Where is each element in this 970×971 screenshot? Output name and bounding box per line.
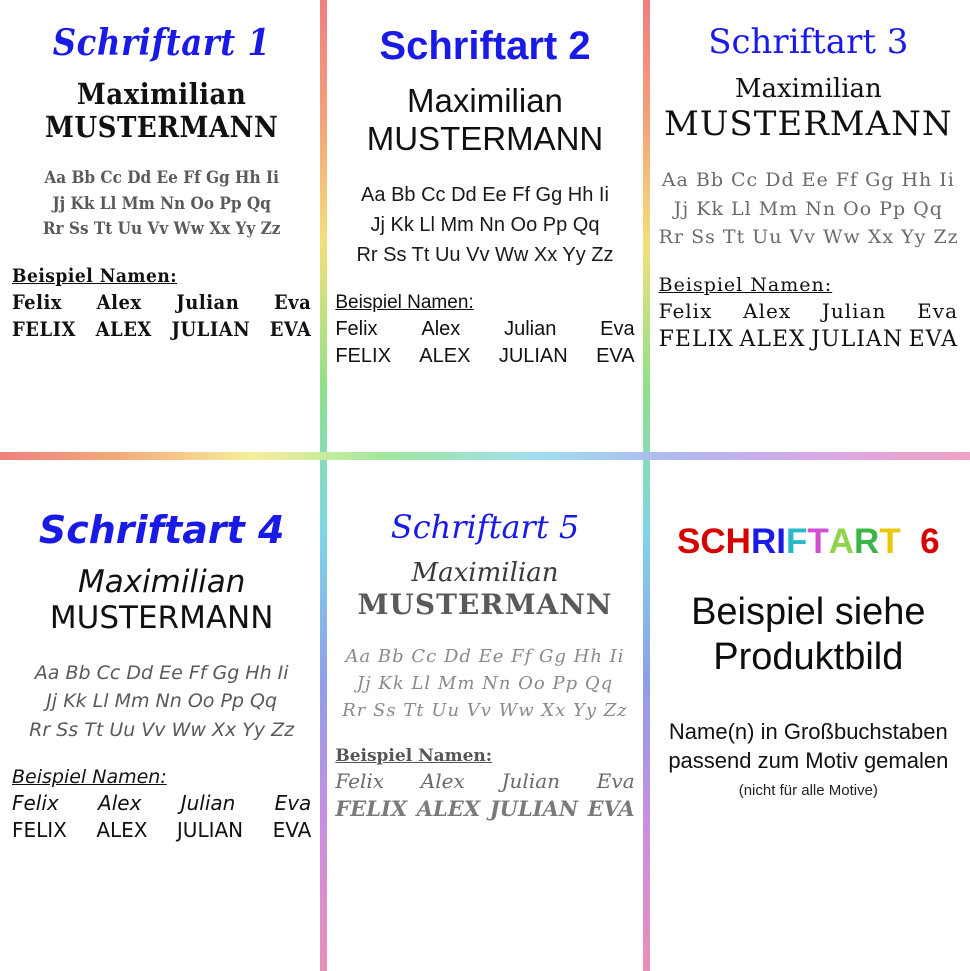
font-card-5-title: Schriftart 5 (390, 507, 580, 546)
font-card-5[interactable] (323, 486, 646, 971)
font-card-3-alphabet (659, 166, 958, 252)
title-letter: H (725, 521, 751, 561)
example-name-caps: FELIX (12, 316, 77, 341)
example-name: Eva (917, 298, 958, 323)
alphabet-line: Jj Kk Ll Mm Nn Oo Pp Qq (673, 197, 943, 220)
title-letter: T (807, 521, 829, 561)
example-name-caps: ALEX (416, 795, 481, 821)
title-letter: R (750, 521, 777, 561)
font-card-1-examples (12, 289, 311, 316)
example-name-caps: ALEX (95, 316, 152, 341)
alphabet-line: Rr Ss Tt Uu Vv Ww Xx Yy Zz (356, 243, 614, 266)
font-card-4-examples-caps (12, 817, 311, 844)
example-name: Eva (596, 768, 635, 793)
example-name: Alex (96, 289, 142, 314)
example-name-caps: ALEX (96, 818, 148, 843)
font-card-1-examples-label: Beispiel Namen: (12, 264, 178, 287)
example-name: Julian (176, 289, 240, 314)
alphabet-line: Aa Bb Cc Dd Ee Ff Gg Hh Ii (661, 169, 955, 192)
font-card-6-sub-line2: passend zum Motiv gemalen (668, 748, 949, 774)
font-card-2[interactable] (323, 0, 646, 486)
font-card-5-name-last: MUSTERMANN (357, 587, 613, 621)
font-card-1-alphabet (12, 166, 311, 243)
font-card-2-examples (335, 316, 634, 343)
font-card-4[interactable] (0, 486, 323, 971)
font-card-3-examples (659, 298, 958, 325)
example-name: Julian (504, 317, 557, 340)
font-card-5-examples-caps (335, 795, 634, 823)
divider-vertical-right (643, 0, 650, 971)
example-name-caps: EVA (587, 795, 635, 821)
alphabet-line: Rr Ss Tt Uu Vv Ww Xx Yy Zz (342, 699, 628, 721)
font-card-6-note: (nicht für alle Motive) (738, 782, 878, 800)
font-card-2-examples-label: Beispiel Namen: (335, 291, 474, 313)
font-card-6-headline-line1: Beispiel siehe (691, 590, 926, 633)
alphabet-line: Aa Bb Cc Dd Ee Ff Gg Hh Ii (44, 168, 279, 189)
alphabet-line: Aa Bb Cc Dd Ee Ff Gg Hh Ii (361, 183, 609, 206)
alphabet-line: Jj Kk Ll Mm Nn Oo Pp Qq (52, 193, 271, 214)
example-name: Julian (501, 768, 561, 793)
font-card-2-title: Schriftart 2 (379, 24, 591, 68)
font-card-6-title (659, 522, 958, 562)
font-card-5-alphabet (335, 643, 634, 724)
example-name-caps: EVA (908, 326, 958, 352)
example-name-caps: FELIX (12, 818, 67, 843)
font-card-1-examples-caps (12, 316, 311, 343)
title-letter: T (879, 521, 901, 561)
alphabet-line: Rr Ss Tt Uu Vv Ww Xx Yy Zz (29, 718, 295, 741)
example-name-caps: EVA (272, 818, 312, 843)
font-card-5-examples-label: Beispiel Namen: (335, 745, 493, 766)
example-name-caps: EVA (596, 344, 635, 367)
example-name-caps: FELIX (658, 326, 734, 352)
example-name-caps: EVA (269, 316, 312, 341)
alphabet-line: Jj Kk Ll Mm Nn Oo Pp Qq (46, 690, 278, 713)
font-card-1-name-first: Maximilian (76, 76, 247, 111)
alphabet-line: Jj Kk Ll Mm Nn Oo Pp Qq (370, 213, 600, 236)
font-card-4-title: Schriftart 4 (38, 507, 285, 552)
font-card-4-name-first: Maximilian (77, 564, 246, 601)
example-name: Felix (335, 317, 378, 340)
alphabet-line: Aa Bb Cc Dd Ee Ff Gg Hh Ii (34, 661, 289, 684)
font-card-4-alphabet (12, 659, 311, 745)
example-name-caps: JULIAN (171, 316, 251, 341)
font-card-3-name-first: Maximilian (734, 74, 882, 105)
title-letter (901, 522, 920, 562)
divider-horizontal (0, 452, 970, 460)
font-card-2-name-first: Maximilian (407, 82, 563, 119)
example-name-caps: JULIAN (498, 344, 568, 367)
font-card-1-name-last: MUSTERMANN (45, 109, 279, 144)
font-card-3-examples-label: Beispiel Namen: (658, 273, 833, 296)
example-name: Felix (658, 298, 713, 323)
font-card-5-examples (335, 768, 634, 795)
example-name: Julian (180, 791, 236, 816)
example-name: Eva (273, 289, 312, 314)
example-name-caps: JULIAN (811, 326, 904, 352)
divider-vertical-left (320, 0, 327, 971)
font-card-6-headline-line2: Produktbild (713, 636, 904, 679)
font-card-3-examples-caps (659, 325, 958, 355)
font-card-1-title: Schriftart 1 (52, 22, 271, 64)
font-card-2-examples-caps (335, 343, 634, 370)
alphabet-line: Rr Ss Tt Uu Vv Ww Xx Yy Zz (42, 219, 281, 240)
example-name-caps: FELIX (335, 344, 391, 367)
alphabet-line: Aa Bb Cc Dd Ee Ff Gg Hh Ii (345, 645, 625, 667)
font-card-2-name-last: MUSTERMANN (366, 119, 604, 157)
example-name-caps: ALEX (419, 344, 471, 367)
font-card-3[interactable] (647, 0, 970, 486)
font-card-5-name-first: Maximilian (411, 557, 559, 588)
font-card-4-examples-label: Beispiel Namen: (12, 766, 167, 789)
title-letter: I (776, 521, 786, 561)
alphabet-line: Rr Ss Tt Uu Vv Ww Xx Yy Zz (658, 226, 959, 249)
title-letter: S (677, 521, 701, 561)
font-card-6[interactable] (647, 486, 970, 971)
font-card-6-sub-line1: Name(n) in Großbuchstaben (668, 718, 948, 744)
example-name-caps: JULIAN (489, 795, 579, 821)
alphabet-line: Jj Kk Ll Mm Nn Oo Pp Qq (356, 672, 614, 694)
example-name: Alex (98, 791, 142, 816)
example-name: Felix (12, 791, 59, 816)
font-card-3-name-last: MUSTERMANN (663, 104, 953, 145)
example-name: Felix (12, 289, 63, 314)
example-name-caps: JULIAN (176, 818, 244, 843)
title-letter: C (700, 521, 726, 561)
font-card-1[interactable] (0, 0, 323, 486)
example-name: Alex (743, 298, 792, 323)
font-card-4-name-last: MUSTERMANN (49, 599, 274, 636)
font-card-3-title: Schriftart 3 (708, 22, 909, 62)
example-name: Julian (821, 298, 887, 323)
example-name: Alex (421, 317, 461, 340)
font-card-4-examples (12, 790, 311, 817)
font-card-2-alphabet (335, 180, 634, 270)
title-letter: R (854, 521, 880, 561)
example-name: Eva (600, 317, 635, 340)
title-letter: A (828, 521, 855, 561)
example-name-caps: ALEX (739, 326, 806, 352)
example-name: Felix (335, 768, 385, 793)
title-letter: 6 (920, 521, 940, 561)
example-name-caps: FELIX (335, 795, 408, 821)
example-name: Eva (274, 791, 312, 816)
title-letter: F (785, 521, 808, 561)
example-name: Alex (420, 768, 465, 793)
